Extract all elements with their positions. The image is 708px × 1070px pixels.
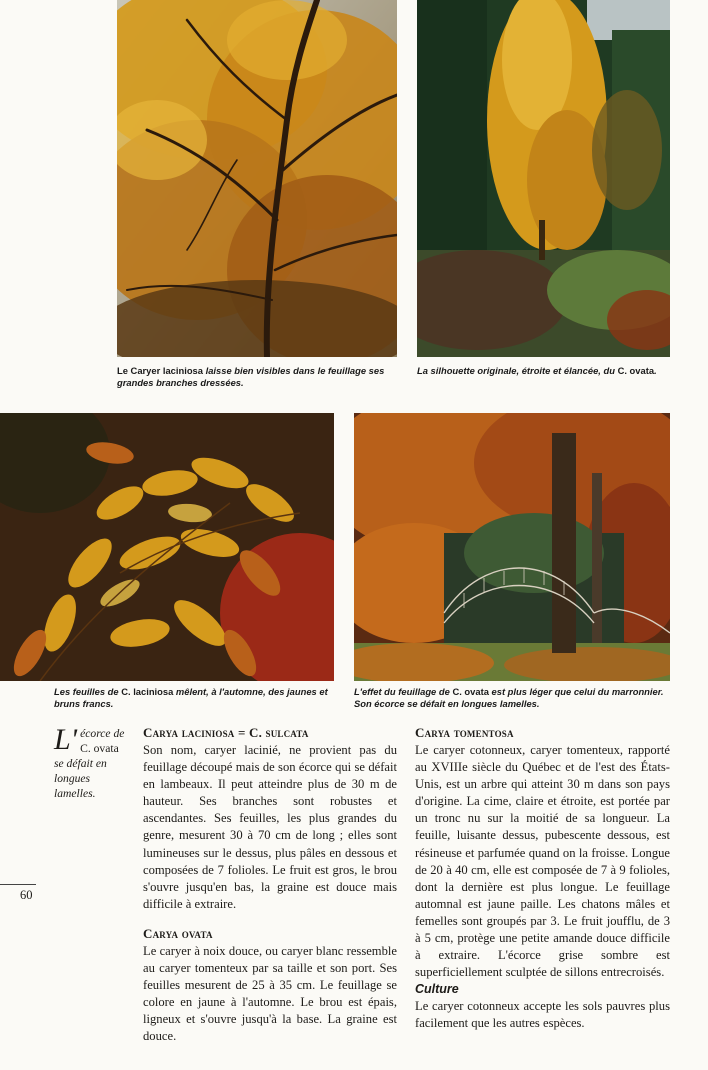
photo-ovata-silhouette (417, 0, 670, 357)
photo-laciniosa-leaves (0, 413, 334, 681)
column-middle (143, 724, 397, 1046)
pull-quote: L' écorce de C. ovata se défait en longues lamelles. (54, 723, 125, 800)
page-number: 60 (20, 888, 33, 902)
heading-carya-ovata: Carya ovata (143, 925, 213, 941)
caption-bottom-right: L'effet du feuillage de C. ovata est plus léger que celui du marronnier. Son écorce se défait en longues lamelles. (354, 686, 664, 709)
caption-top-right: La silhouette originale, étroite et élancée, du C. ovata. (417, 365, 657, 376)
photo-laciniosa-branches (117, 0, 397, 357)
caption-top-left: Le Caryer laciniosa laisse bien visibles dans le feuillage ses grandes branches dressées. (117, 365, 385, 388)
text-carya-tomentosa: Le caryer cotonneux, caryer tomenteux, rapporté au XVIIIe siècle du Québec et de l'est des États-Unis, est un arbre qui atteint 30 m dans son pays d'origine. La cime, claire et étroite, est portée par un tronc nu sur la moitié de sa longueur. La feuille, luisante dessus, pubescente dessous, est résineuse et parfumée quand on la froisse. Longue de 20 à 40 cm, elle est composée de 7 à 9 folioles, dont la dernière est plus longue. Le feuillage automnal est jaune paille. Les chatons mâles et femelles sont groupés par 3. Le fruit joufflu, de 3 à 5 cm, protège une petite amande douce difficile à extraire. L'écorce grise sombre est superficiellement sculptée de sillons entrecroisés. (415, 743, 670, 980)
drop-cap: L' (54, 723, 78, 756)
column-right (415, 724, 670, 1033)
heading-culture: Culture (415, 982, 459, 997)
heading-carya-laciniosa: Carya laciniosa = C. sulcata (143, 725, 309, 740)
text-carya-laciniosa: Son nom, caryer lacinié, ne provient pas du feuillage découpé mais de son écorce qui se défait en lambeaux. Il peut atteindre plus de 30 m de hauteur. Ses branches sont robustes et ascendantes. Ses feuilles, les plus grandes du genre, mesurent 30 à 70 cm de long ; elles sont lumineuses sur le dessus, plus pâles en dessous et composées de 7 folioles. Le fruit est gros, le brou s'ouvre jusqu'en bas, la graine est douce mais difficile à extraire. (143, 743, 397, 911)
caption-bottom-left: Les feuilles de C. laciniosa mêlent, à l'automne, des jaunes et bruns francs. (54, 686, 328, 709)
heading-carya-tomentosa: Carya tomentosa (415, 725, 514, 740)
text-culture: Le caryer cotonneux accepte les sols pauvres plus facilement que les autres espèces. (415, 999, 670, 1031)
page-rule (0, 884, 36, 885)
photo-ovata-bridge (354, 413, 670, 681)
text-carya-ovata: Le caryer à noix douce, ou caryer blanc ressemble au caryer tomenteux par sa taille et son port. Ses feuilles mesurent de 25 à 35 cm. Le feuillage se colore en jaune à l'automne. Le brou est épais, ligneux et s'ouvre jusqu'à la base. La graine est douce. (143, 943, 397, 1044)
